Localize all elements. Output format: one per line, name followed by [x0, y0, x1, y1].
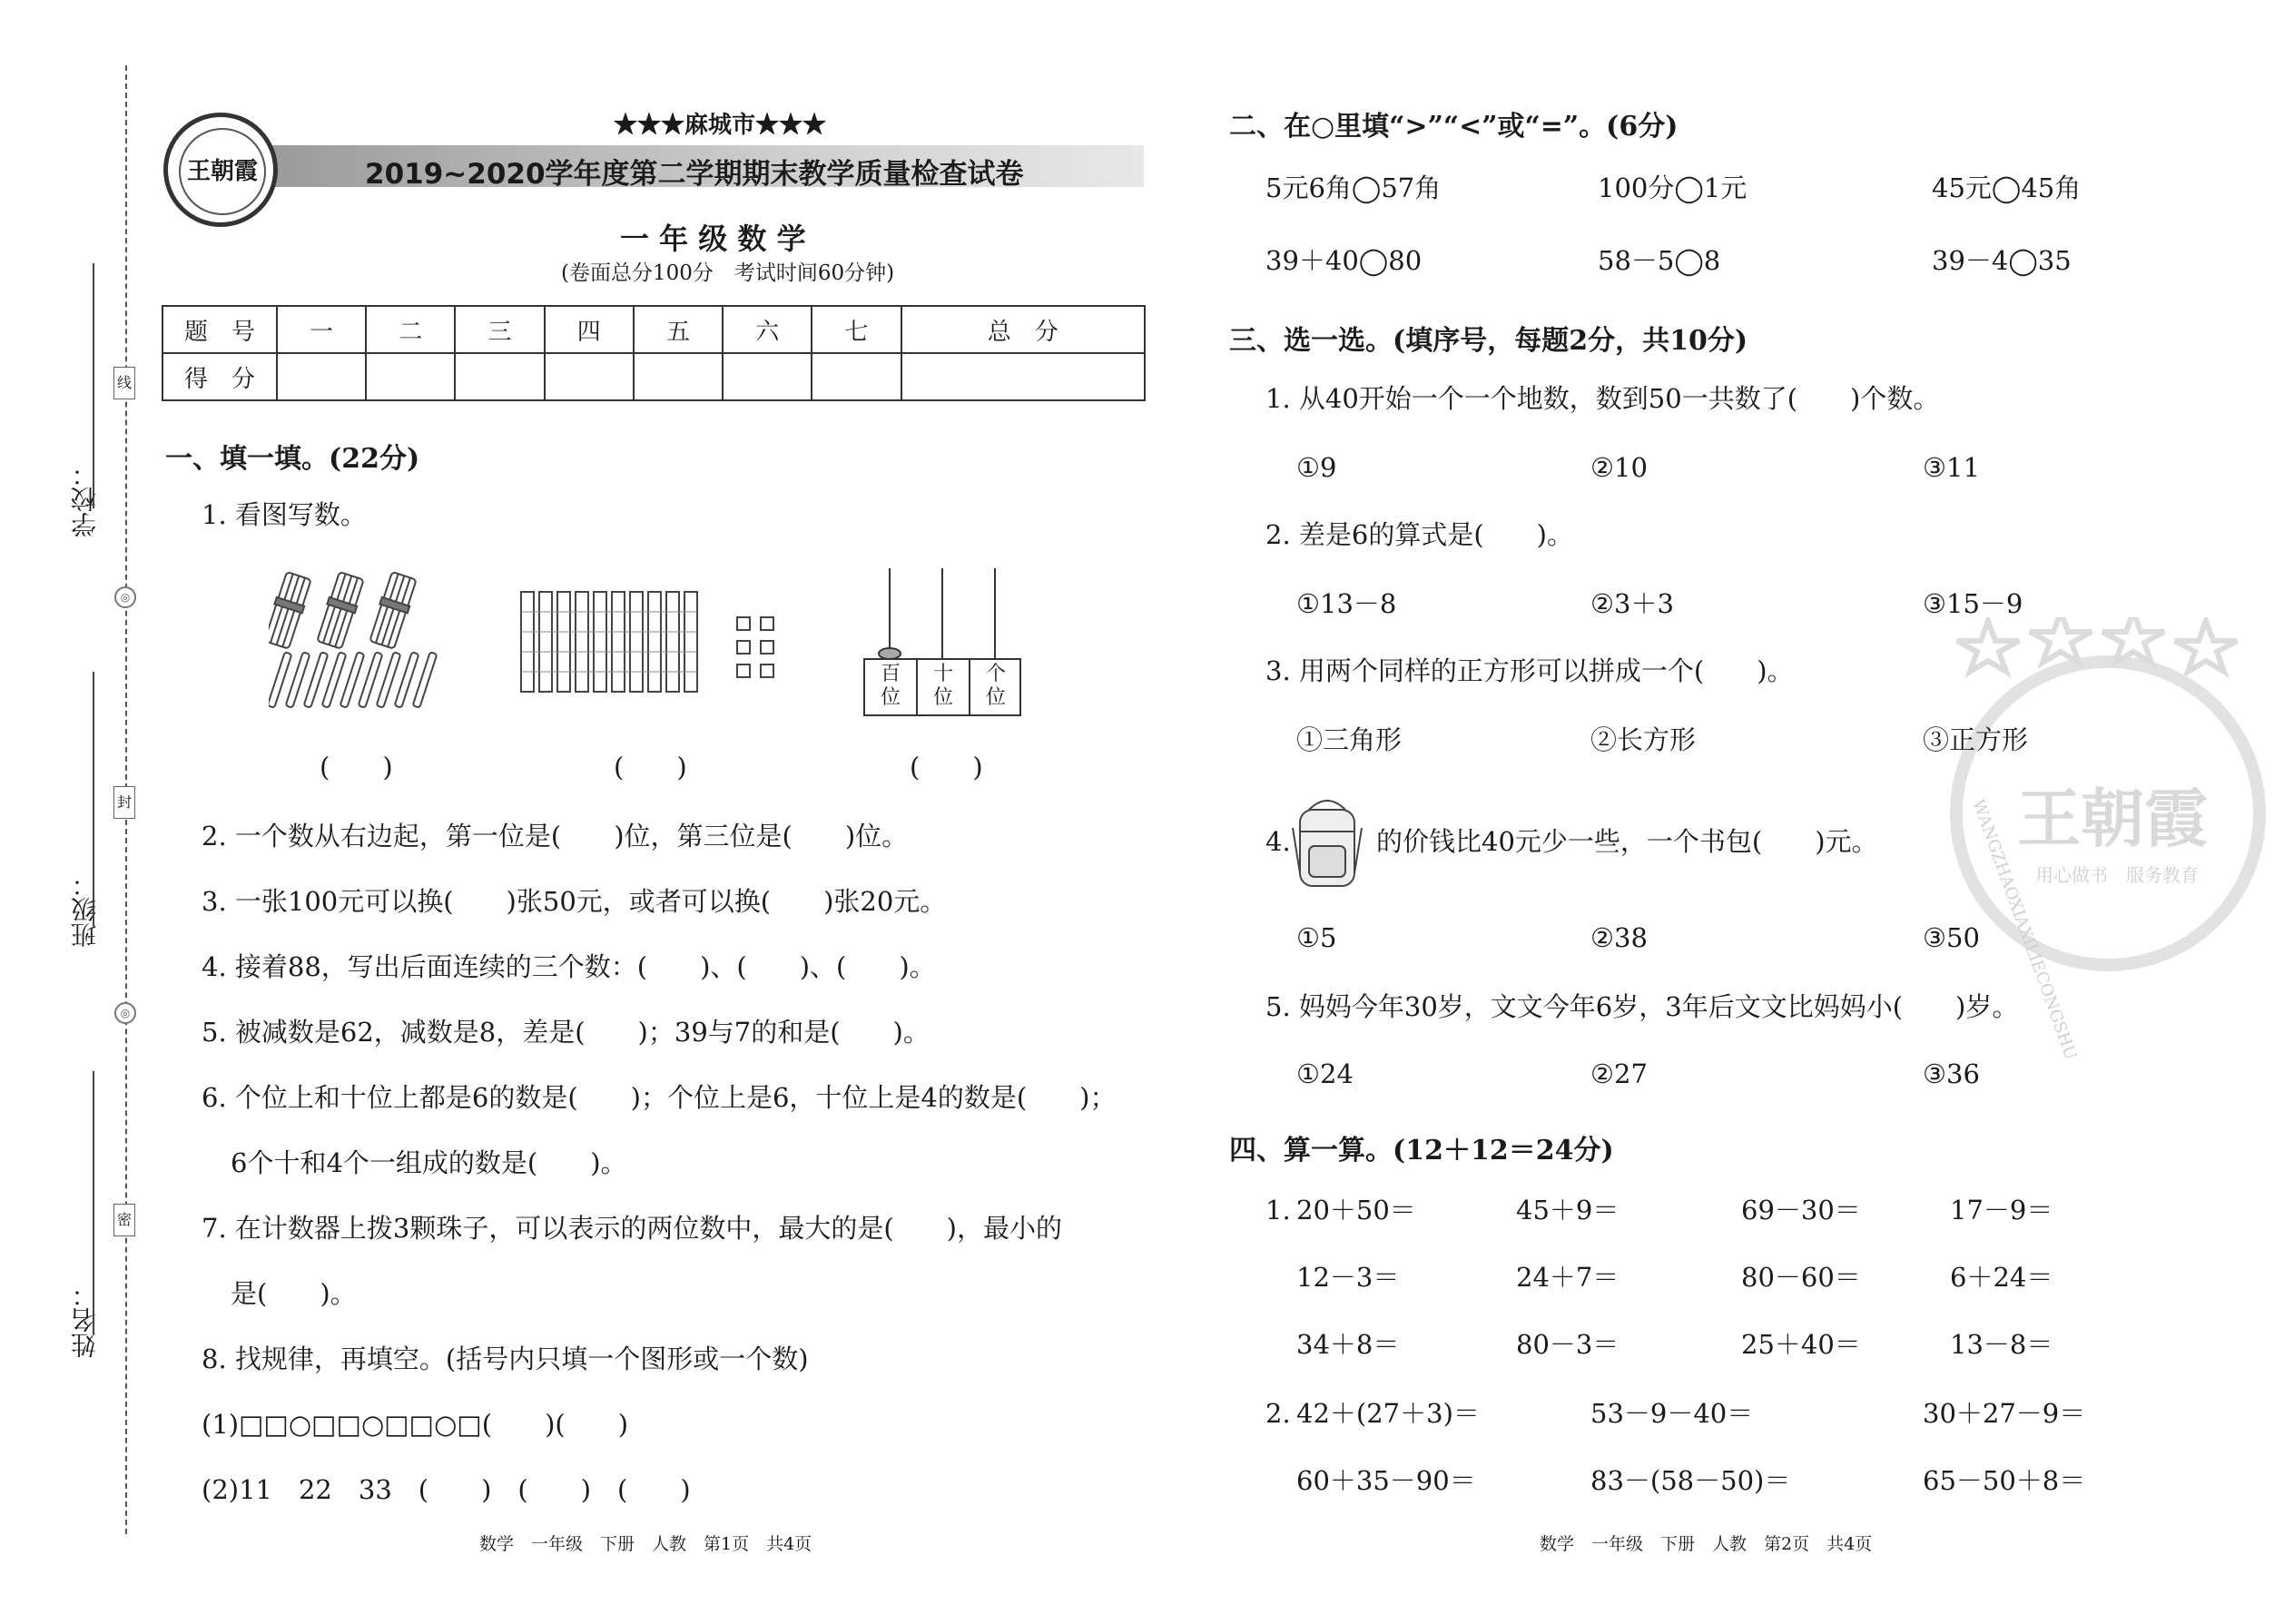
- score-cell: 二: [366, 306, 455, 353]
- logo-text: 王朝霞: [179, 128, 266, 215]
- calc-item: 45＋9＝: [1516, 1195, 1620, 1225]
- choice-option[interactable]: ①5: [1296, 922, 1337, 953]
- bind-tag-seal: 封: [113, 786, 135, 819]
- choice-option[interactable]: ②10: [1590, 452, 1648, 483]
- calc-item: 12－3＝: [1296, 1262, 1400, 1293]
- choice-option[interactable]: ②27: [1590, 1058, 1648, 1089]
- calc-item: 80－3＝: [1516, 1329, 1620, 1360]
- s3-q1: 1. 从40开始一个一个地数，数到50一共数了( )个数。: [1265, 383, 1940, 414]
- score-input-cell[interactable]: [634, 353, 723, 400]
- score-cell: 七: [812, 306, 901, 353]
- watermark-slogan: 用心做书 服务教育: [2035, 864, 2199, 886]
- watermark-stars-icon: [1934, 617, 2260, 690]
- watermark-seal: [1950, 655, 2266, 971]
- compare-item: 58－5◯8: [1598, 245, 1721, 276]
- s3-q4: 的价钱比40元少一些，一个书包( )元。: [1376, 826, 1878, 857]
- score-input-cell[interactable]: [812, 353, 901, 400]
- compare-item: 45元◯45角: [1932, 172, 2082, 203]
- s1-q1: 1. 看图写数。: [202, 499, 367, 530]
- calc-item: 25＋40＝: [1741, 1329, 1861, 1360]
- score-cell: 总 分: [901, 306, 1145, 353]
- s4-part2-number: 2.: [1265, 1398, 1291, 1429]
- binding-hole-icon: ◎: [114, 1002, 136, 1024]
- section3-title: 三、选一选。(填序号，每题2分，共10分): [1229, 325, 1748, 357]
- class-field[interactable]: [93, 672, 94, 926]
- calc-item: 65－50＋8＝: [1923, 1465, 2086, 1496]
- calc-item: 53－9－40＝: [1590, 1398, 1754, 1429]
- score-input-cell[interactable]: [723, 353, 812, 400]
- score-table-header-row: [162, 306, 1145, 353]
- s1-q5: 5. 被减数是62，减数是8，差是( )；39与7的和是( )。: [202, 1017, 930, 1048]
- score-cell: 六: [723, 306, 812, 353]
- calc-item: 6＋24＝: [1950, 1262, 2053, 1293]
- class-label: 班级：: [70, 871, 100, 948]
- calc-item: 34＋8＝: [1296, 1329, 1400, 1360]
- choice-option[interactable]: ①三角形: [1296, 724, 1403, 755]
- s1-q7-line2: 是( )。: [231, 1278, 357, 1309]
- compare-item: 39－4◯35: [1932, 245, 2072, 276]
- bind-tag-line: 线: [113, 367, 135, 399]
- calc-item: 13－8＝: [1950, 1329, 2053, 1360]
- calc-item: 69－30＝: [1741, 1195, 1861, 1225]
- abacus-label-tens: 十 位: [932, 663, 953, 709]
- s3-q5: 5. 妈妈今年30岁，文文今年6岁，3年后文文比妈妈小( )岁。: [1265, 991, 2019, 1022]
- bind-tag-tight: 密: [113, 1204, 135, 1236]
- choice-option[interactable]: ①13－8: [1296, 588, 1397, 619]
- calc-item: 20＋50＝: [1296, 1195, 1416, 1225]
- choice-option[interactable]: ③正方形: [1923, 724, 2029, 755]
- calc-item: 80－60＝: [1741, 1262, 1861, 1293]
- score-input-cell[interactable]: [366, 353, 455, 400]
- answer-blank[interactable]: ( ): [910, 752, 983, 782]
- score-cell: 三: [455, 306, 544, 353]
- calc-item: 83－(58－50)＝: [1590, 1465, 1791, 1496]
- publisher-logo: [163, 113, 278, 227]
- s1-q8-2: (2)11 22 33 ( ) ( ) ( ): [202, 1474, 691, 1505]
- score-cell: 四: [545, 306, 634, 353]
- choice-option[interactable]: ③11: [1923, 452, 1980, 483]
- calc-item: 60＋35－90＝: [1296, 1465, 1476, 1496]
- backpack-icon: [1289, 792, 1365, 891]
- name-field[interactable]: [93, 1071, 94, 1334]
- s3-q4-number: 4.: [1265, 826, 1291, 857]
- choice-option[interactable]: ③15－9: [1923, 588, 2023, 619]
- school-field[interactable]: [93, 263, 94, 508]
- score-table: [162, 305, 1146, 401]
- watermark-ring-text: WANGZHAOXIAXILIECONGSHU: [1968, 797, 2081, 1063]
- compare-item: 5元6角◯57角: [1265, 172, 1442, 203]
- score-cell: 一: [277, 306, 366, 353]
- choice-option[interactable]: ②3＋3: [1590, 588, 1674, 619]
- choice-option[interactable]: ③50: [1923, 922, 1980, 953]
- choice-option[interactable]: ③36: [1923, 1058, 1980, 1089]
- s1-q8: 8. 找规律，再填空。(括号内只填一个图形或一个数): [202, 1343, 809, 1374]
- calc-item: 24＋7＝: [1516, 1262, 1620, 1293]
- choice-option[interactable]: ②长方形: [1590, 724, 1697, 755]
- page-footer-left: 数学 一年级 下册 人教 第1页 共4页: [479, 1534, 812, 1554]
- choice-option[interactable]: ②38: [1590, 922, 1648, 953]
- choice-option[interactable]: ①24: [1296, 1058, 1354, 1089]
- s1-q3: 3. 一张100元可以换( )张50元，或者可以换( )张20元。: [202, 886, 947, 917]
- abacus-label-hundreds: 百 位: [880, 663, 901, 709]
- s1-q6-line2: 6个十和4个一组成的数是( )。: [231, 1147, 627, 1178]
- school-label: 学校：: [70, 461, 100, 537]
- section1-title: 一、填一填。(22分): [165, 443, 420, 475]
- s1-q7-line1: 7. 在计数器上拨3颗珠子，可以表示的两位数中，最大的是( )，最小的: [202, 1213, 1062, 1244]
- s1-q8-1: (1)□□○□□○□□○□( )( ): [202, 1409, 629, 1440]
- s1-q2: 2. 一个数从右边起，第一位是( )位，第三位是( )位。: [202, 821, 909, 851]
- answer-blank[interactable]: ( ): [614, 752, 687, 782]
- calc-item: 17－9＝: [1950, 1195, 2053, 1225]
- choice-option[interactable]: ①9: [1296, 452, 1337, 483]
- s3-q3: 3. 用两个同样的正方形可以拼成一个( )。: [1265, 655, 1794, 686]
- score-input-cell[interactable]: [277, 353, 366, 400]
- city-label: ★★★麻城市★★★: [614, 112, 827, 139]
- score-cell: 题 号: [162, 306, 277, 353]
- watermark-name: 王朝霞: [2017, 781, 2208, 856]
- page-footer-right: 数学 一年级 下册 人教 第2页 共4页: [1540, 1534, 1873, 1554]
- s1-q6-line1: 6. 个位上和十位上都是6的数是( )；个位上是6，十位上是4的数是( )；: [202, 1082, 1117, 1113]
- stick-bundles-illustration: [269, 572, 459, 717]
- subject-title: 一 年 级 数 学: [620, 221, 806, 256]
- compare-item: 100分◯1元: [1598, 172, 1748, 203]
- calc-item: 30＋27－9＝: [1923, 1398, 2086, 1429]
- binding-hole-icon: ◎: [114, 586, 136, 608]
- name-label: 姓名：: [70, 1282, 100, 1358]
- score-table-score-row: [162, 353, 1145, 400]
- abacus-label-ones: 个 位: [985, 663, 1006, 709]
- compare-item: 39＋40◯80: [1265, 245, 1423, 276]
- base-ten-blocks-illustration: [519, 590, 792, 699]
- exam-meta: (卷面总分100分 考试时间60分钟): [561, 261, 895, 285]
- exam-title: 2019~2020学年度第二学期期末教学质量检查试卷: [365, 158, 1024, 191]
- score-cell: 得 分: [162, 353, 277, 400]
- section4-title: 四、算一算。(12＋12＝24分): [1229, 1135, 1614, 1166]
- score-input-cell[interactable]: [901, 353, 1145, 400]
- s3-q2: 2. 差是6的算式是( )。: [1265, 519, 1573, 550]
- answer-blank[interactable]: ( ): [320, 752, 393, 782]
- section2-title: 二、在○里填“>”“<”或“=”。(6分): [1229, 111, 1679, 143]
- score-cell: 五: [634, 306, 723, 353]
- score-input-cell[interactable]: [545, 353, 634, 400]
- calc-item: 42＋(27＋3)＝: [1296, 1398, 1480, 1429]
- score-input-cell[interactable]: [455, 353, 544, 400]
- s1-q4: 4. 接着88，写出后面连续的三个数：( )、( )、( )。: [202, 951, 936, 982]
- s4-part1-number: 1.: [1265, 1195, 1291, 1225]
